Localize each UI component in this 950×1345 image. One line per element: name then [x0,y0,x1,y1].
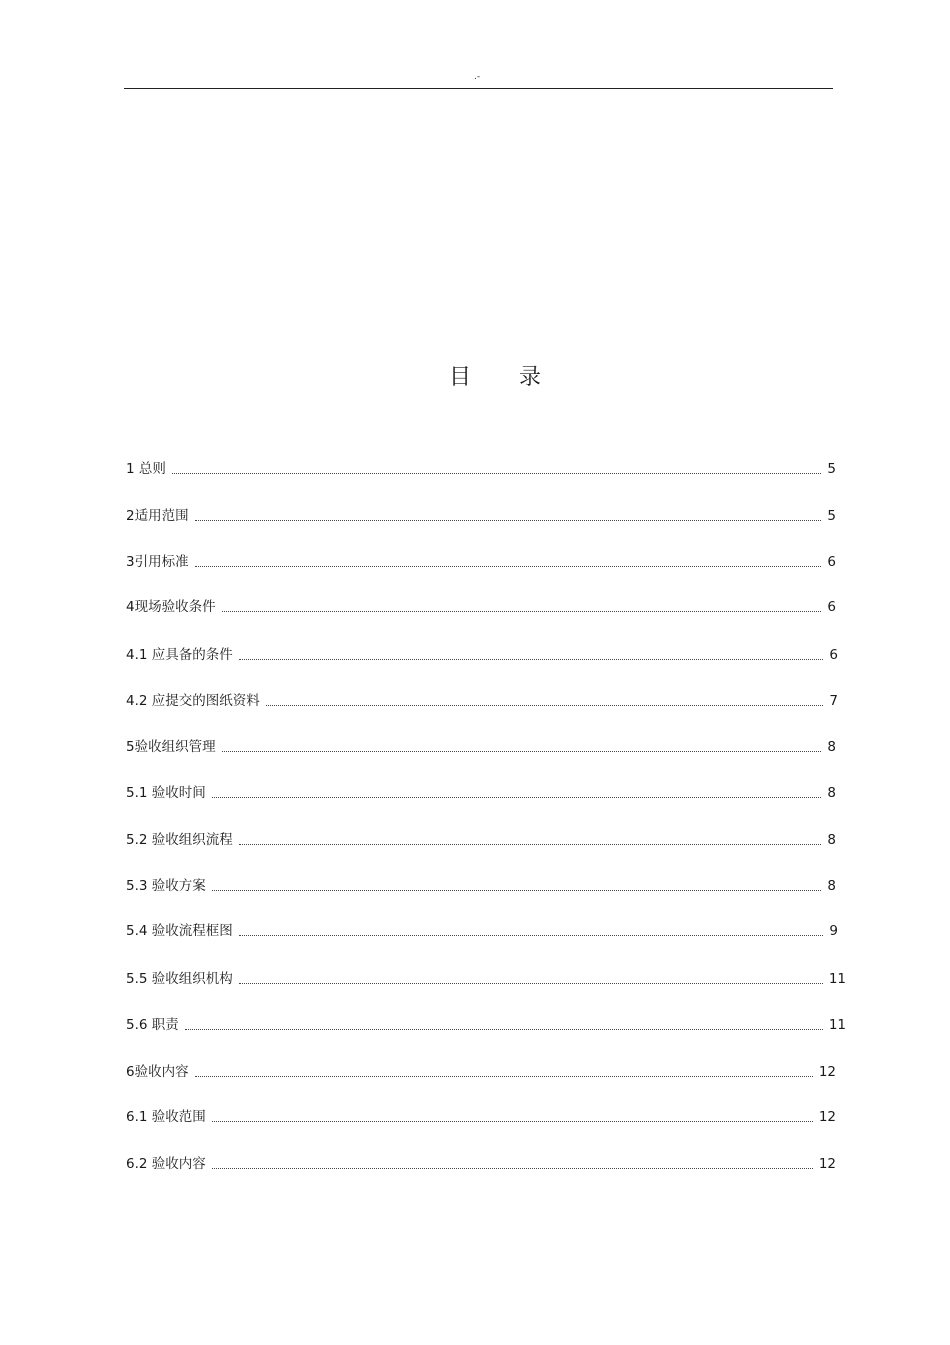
toc-leader-dots [212,783,822,803]
toc-entry-label: 4现场验收条件 [126,599,216,615]
toc-entry-page: 7 [829,693,838,709]
toc-leader-dots [239,921,824,941]
toc-entry-label: 6验收内容 [126,1064,189,1080]
toc-title-char: 目 [448,365,471,390]
toc-entry-label: 6.1 验收范围 [126,1109,206,1125]
toc-entry-page: 11 [828,1017,846,1033]
toc-entry-page: 5 [827,461,836,477]
toc-leader-dots [195,1062,813,1082]
toc-entry-label: 4.2 应提交的图纸资料 [126,693,260,709]
toc-leader-dots [195,552,822,572]
toc-entry-page: 6 [829,647,838,663]
toc-entry-label: 6.2 验收内容 [126,1156,206,1172]
toc-leader-dots [266,691,824,711]
toc-entry[interactable] [126,969,846,989]
toc-entry-label: 5.1 验收时间 [126,785,206,801]
toc-title [0,364,950,392]
toc-entry-page: 6 [827,599,836,615]
toc-entry[interactable] [126,506,836,526]
toc-entry-label: 5.5 验收组织机构 [126,971,233,987]
toc-entry-page: 8 [827,832,836,848]
toc-leader-dots [212,1107,813,1127]
toc-entry-label: 5.4 验收流程框图 [126,923,233,939]
toc-leader-dots [239,830,822,850]
toc-entry-label: 1 总则 [126,461,166,477]
toc-entry-label: 5.6 职责 [126,1017,179,1033]
header-mark: .- [474,72,481,82]
toc-entry-page: 11 [828,971,846,987]
toc-entry-label: 2适用范围 [126,508,189,524]
toc-leader-dots [222,737,822,757]
toc-title-char: 录 [519,365,542,390]
toc-entry[interactable] [126,783,836,803]
toc-leader-dots [239,969,823,989]
header-rule [124,88,833,89]
toc-entry-page: 8 [827,739,836,755]
toc-leader-dots [195,506,822,526]
toc-entry[interactable] [126,1015,846,1035]
toc-entry-page: 12 [818,1156,836,1172]
toc-entry[interactable] [126,552,836,572]
toc-entry[interactable] [126,459,836,479]
toc-entry-page: 9 [829,923,838,939]
toc-entry-label: 3引用标准 [126,554,189,570]
toc-entry[interactable] [126,830,836,850]
toc-leader-dots [222,597,822,617]
toc-leader-dots [172,459,822,479]
toc-entry-page: 12 [818,1064,836,1080]
toc-entry[interactable] [126,1062,836,1082]
toc-leader-dots [212,1154,813,1174]
toc-entry-label: 5.3 验收方案 [126,878,206,894]
toc-leader-dots [185,1015,823,1035]
toc-entry-label: 5验收组织管理 [126,739,216,755]
toc-entry-page: 8 [827,878,836,894]
toc-entry-page: 6 [827,554,836,570]
toc-entry[interactable] [126,1107,836,1127]
toc-leader-dots [239,645,824,665]
toc-entry[interactable] [126,737,836,757]
toc-entry-page: 8 [827,785,836,801]
toc-entry[interactable] [126,876,836,896]
toc-entry-label: 4.1 应具备的条件 [126,647,233,663]
toc-entry[interactable] [126,597,836,617]
toc-entry-page: 12 [818,1109,836,1125]
toc-entry[interactable] [126,645,838,665]
toc-entry[interactable] [126,921,838,941]
toc-entry[interactable] [126,691,838,711]
toc-entry-page: 5 [827,508,836,524]
toc-entry[interactable] [126,1154,836,1174]
toc-entry-label: 5.2 验收组织流程 [126,832,233,848]
toc-leader-dots [212,876,822,896]
